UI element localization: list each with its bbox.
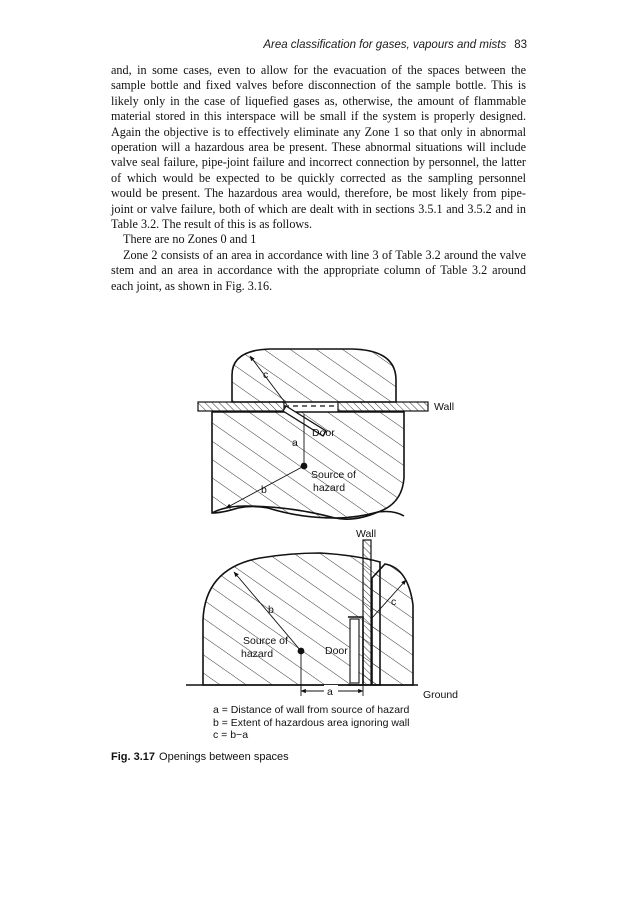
bottom-diagram xyxy=(186,528,458,701)
figure-number: Fig. 3.17 xyxy=(111,751,156,763)
bottom-source-point xyxy=(298,648,305,655)
top-label-source-1: Source of xyxy=(311,469,356,481)
top-label-a: a xyxy=(292,437,298,449)
bottom-label-source-2: hazard xyxy=(241,648,274,660)
bottom-label-c: c xyxy=(391,596,397,608)
paragraph-1: and, in some cases, even to allow for the evacuation of the spaces between the sample bottle and fixed valves before disconnection of the sample bottle. This is likely only in the case of liquefied gases as, otherwise, the amount of flammable material stored in this interspace will be small if the system is properly designed. Again the objective is to effectively eliminate any Zone 1 so that only in abnormal operation will a hazardous area be present. These abnormal situations will include valve seal failure, pipe-joint failure and incorrect connection by personnel, the latter of which would be expected to be quickly corrected as the sampling personnel would be present. The hazardous area would, therefore, be most likely from pipe-joint or valve failure, both of which are dealt with in sections 3.5.1 and 3.5.2 and in Table 3.2. The result of this is as follows. xyxy=(111,63,526,232)
figure-caption-text: Openings between spaces xyxy=(159,751,289,763)
top-label-b: b xyxy=(261,484,267,496)
top-label-door: Door xyxy=(312,427,335,439)
running-title: Area classification for gases, vapours and mists xyxy=(263,39,507,51)
top-wall-right xyxy=(338,402,428,411)
bottom-wall xyxy=(363,540,371,685)
paragraph-3: Zone 2 consists of an area in accordance with line 3 of Table 3.2 around the valve stem and an area in accordance with the appropriate column of Table 3.2 around each joint, as shown in Fig. 3.16. xyxy=(111,247,526,293)
bottom-label-door: Door xyxy=(325,645,348,657)
top-label-source-2: hazard xyxy=(313,482,346,494)
legend-line-c: c = b−a xyxy=(213,729,249,742)
legend-line-b: b = Extent of hazardous area ignoring wall xyxy=(213,716,410,729)
bottom-label-a: a xyxy=(327,686,333,698)
bottom-right-hazard-zone xyxy=(372,564,413,685)
figure-legend xyxy=(213,704,409,742)
top-label-wall: Wall xyxy=(434,401,455,413)
page-number: 83 xyxy=(514,39,527,51)
bottom-label-wall: Wall xyxy=(356,528,377,540)
bottom-door-leaf xyxy=(350,619,359,683)
top-label-c: c xyxy=(263,369,269,381)
bottom-label-ground: Ground xyxy=(423,689,459,701)
top-upper-hazard-zone xyxy=(232,349,396,402)
bottom-label-b: b xyxy=(268,604,274,616)
bottom-label-source-1: Source of xyxy=(243,635,288,647)
paragraph-2: There are no Zones 0 and 1 xyxy=(123,232,257,247)
legend-line-a: a = Distance of wall from source of hazard xyxy=(213,704,410,716)
figure-caption xyxy=(111,751,289,763)
top-diagram xyxy=(198,349,454,519)
top-wall-left xyxy=(198,402,284,411)
top-lower-hazard-zone xyxy=(212,412,404,518)
